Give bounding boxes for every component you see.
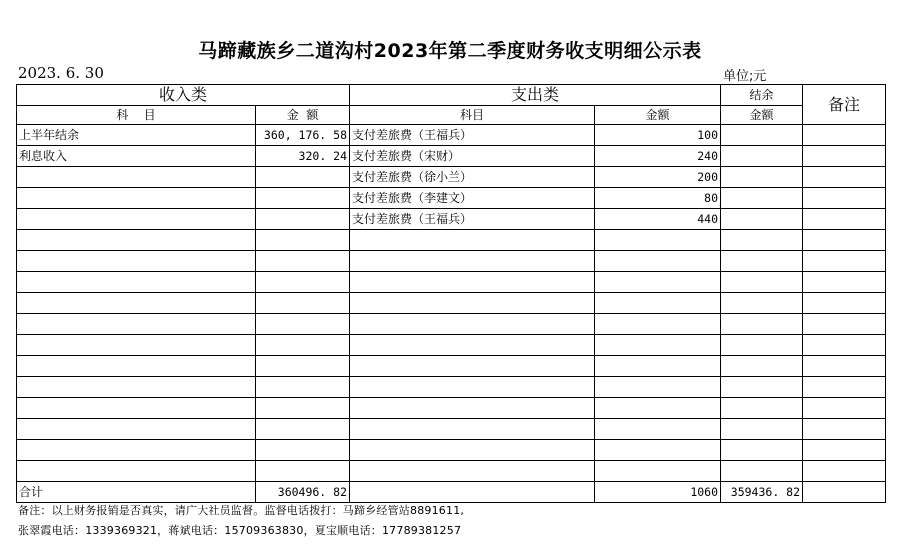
income-amount-cell [256, 272, 350, 293]
income-item-cell: 上半年结余 [17, 125, 256, 146]
expense-item-cell [350, 419, 595, 440]
expense-amount-cell: 100 [595, 125, 721, 146]
table-row [17, 314, 886, 335]
expense-amount-cell: 240 [595, 146, 721, 167]
expense-item-cell [350, 398, 595, 419]
income-item-cell [17, 230, 256, 251]
income-item-cell [17, 272, 256, 293]
balance-amount-cell [721, 230, 803, 251]
note-line-2: 张翠霞电话：1339369321，蒋斌电话：15709363830，夏宝顺电话：17789381257 [18, 524, 462, 537]
total-label: 合计 [17, 482, 256, 503]
income-item-cell [17, 398, 256, 419]
expense-item-cell [350, 230, 595, 251]
balance-amount-cell [721, 251, 803, 272]
remarks-cell [803, 335, 886, 356]
table-row [17, 335, 886, 356]
unit-label: 单位;元 [723, 69, 767, 84]
table-row [17, 146, 886, 167]
total-expense-item [350, 482, 595, 503]
remarks-cell [803, 146, 886, 167]
total-expense-amount: 1060 [595, 482, 721, 503]
income-amount-cell [256, 188, 350, 209]
income-amount-cell [256, 251, 350, 272]
balance-amount-cell [721, 188, 803, 209]
remarks-cell [803, 230, 886, 251]
remarks-cell [803, 251, 886, 272]
remarks-cell [803, 377, 886, 398]
income-amount-cell [256, 209, 350, 230]
expense-item-cell [350, 251, 595, 272]
finance-table [16, 84, 886, 503]
expense-item-cell [350, 356, 595, 377]
table-row [17, 209, 886, 230]
expense-item-cell [350, 293, 595, 314]
balance-amount-cell [721, 146, 803, 167]
expense-item-cell: 支付差旅费（王福兵） [350, 209, 595, 230]
income-item-cell [17, 251, 256, 272]
remarks-cell [803, 314, 886, 335]
total-balance-amount: 359436. 82 [721, 482, 803, 503]
expense-amount-cell: 200 [595, 167, 721, 188]
table-row [17, 440, 886, 461]
income-amount-cell: 360, 176. 58 [256, 125, 350, 146]
income-item-cell [17, 440, 256, 461]
income-amount-cell [256, 293, 350, 314]
income-item-cell [17, 461, 256, 482]
expense-item-cell [350, 461, 595, 482]
table-row [17, 125, 886, 146]
table-row [17, 377, 886, 398]
expense-item-cell [350, 314, 595, 335]
remarks-cell [803, 167, 886, 188]
expense-amount-cell [595, 461, 721, 482]
table-row [17, 398, 886, 419]
balance-amount-cell [721, 440, 803, 461]
expense-amount-cell [595, 272, 721, 293]
balance-amount-cell [721, 398, 803, 419]
table-row [17, 230, 886, 251]
income-item-cell [17, 167, 256, 188]
table-row [17, 461, 886, 482]
expense-amount-cell [595, 356, 721, 377]
expense-item-header: 科目 [350, 106, 595, 125]
expense-item-cell [350, 335, 595, 356]
expense-item-cell [350, 272, 595, 293]
expense-amount-cell [595, 419, 721, 440]
income-item-cell [17, 377, 256, 398]
expense-amount-cell [595, 251, 721, 272]
remarks-cell [803, 356, 886, 377]
income-amount-cell [256, 314, 350, 335]
income-amount-header: 金 额 [256, 106, 350, 125]
income-amount-cell [256, 440, 350, 461]
expense-amount-header: 金额 [595, 106, 721, 125]
income-group-header: 收入类 [17, 85, 350, 106]
table-row [17, 356, 886, 377]
expense-item-cell: 支付差旅费（徐小兰） [350, 167, 595, 188]
expense-item-cell [350, 440, 595, 461]
income-item-cell [17, 209, 256, 230]
balance-amount-cell [721, 419, 803, 440]
remarks-header: 备注 [803, 85, 886, 125]
group-header-row [17, 85, 886, 106]
expense-amount-cell [595, 314, 721, 335]
remarks-cell [803, 188, 886, 209]
income-amount-cell: 320. 24 [256, 146, 350, 167]
income-item-cell: 利息收入 [17, 146, 256, 167]
balance-amount-cell [721, 125, 803, 146]
table-row [17, 419, 886, 440]
expense-item-cell: 支付差旅费（宋财） [350, 146, 595, 167]
income-item-cell [17, 188, 256, 209]
balance-amount-cell [721, 335, 803, 356]
income-item-cell [17, 356, 256, 377]
remarks-cell [803, 125, 886, 146]
balance-amount-header: 金额 [721, 106, 803, 125]
income-amount-cell [256, 167, 350, 188]
balance-amount-cell [721, 272, 803, 293]
note-line-1: 备注：以上财务报销是否真实，请广大社员监督。监督电话拨打：马蹄乡经管站8891611, [18, 504, 465, 517]
balance-amount-cell [721, 314, 803, 335]
expense-amount-cell [595, 398, 721, 419]
balance-amount-cell [721, 461, 803, 482]
remarks-cell [803, 398, 886, 419]
expense-amount-cell [595, 377, 721, 398]
expense-amount-cell [595, 440, 721, 461]
column-header-row [17, 106, 886, 125]
income-item-cell [17, 335, 256, 356]
expense-group-header: 支出类 [350, 85, 721, 106]
balance-amount-cell [721, 209, 803, 230]
table-row [17, 293, 886, 314]
total-row [17, 482, 886, 503]
balance-amount-cell [721, 356, 803, 377]
total-income-amount: 360496. 82 [256, 482, 350, 503]
income-amount-cell [256, 335, 350, 356]
table-row [17, 251, 886, 272]
balance-amount-cell [721, 167, 803, 188]
income-amount-cell [256, 356, 350, 377]
report-date: 2023. 6. 30 [18, 64, 104, 82]
balance-amount-cell [721, 293, 803, 314]
remarks-cell [803, 293, 886, 314]
expense-item-cell [350, 377, 595, 398]
income-item-cell [17, 293, 256, 314]
expense-amount-cell [595, 230, 721, 251]
expense-amount-cell: 80 [595, 188, 721, 209]
income-amount-cell [256, 419, 350, 440]
expense-item-cell: 支付差旅费（王福兵） [350, 125, 595, 146]
expense-amount-cell: 440 [595, 209, 721, 230]
remarks-cell [803, 440, 886, 461]
expense-item-cell: 支付差旅费（李建文） [350, 188, 595, 209]
income-amount-cell [256, 398, 350, 419]
table-row [17, 167, 886, 188]
table-row [17, 272, 886, 293]
income-item-cell [17, 314, 256, 335]
remarks-cell [803, 209, 886, 230]
income-item-header: 科 目 [17, 106, 256, 125]
remarks-cell [803, 272, 886, 293]
page-title: 马蹄藏族乡二道沟村2023年第二季度财务收支明细公示表 [198, 40, 702, 62]
remarks-cell [803, 419, 886, 440]
income-amount-cell [256, 230, 350, 251]
table-row [17, 188, 886, 209]
income-item-cell [17, 419, 256, 440]
remarks-cell [803, 461, 886, 482]
balance-group-header: 结余 [721, 85, 803, 106]
expense-amount-cell [595, 293, 721, 314]
income-amount-cell [256, 377, 350, 398]
income-amount-cell [256, 461, 350, 482]
total-remarks [803, 482, 886, 503]
balance-amount-cell [721, 377, 803, 398]
expense-amount-cell [595, 335, 721, 356]
